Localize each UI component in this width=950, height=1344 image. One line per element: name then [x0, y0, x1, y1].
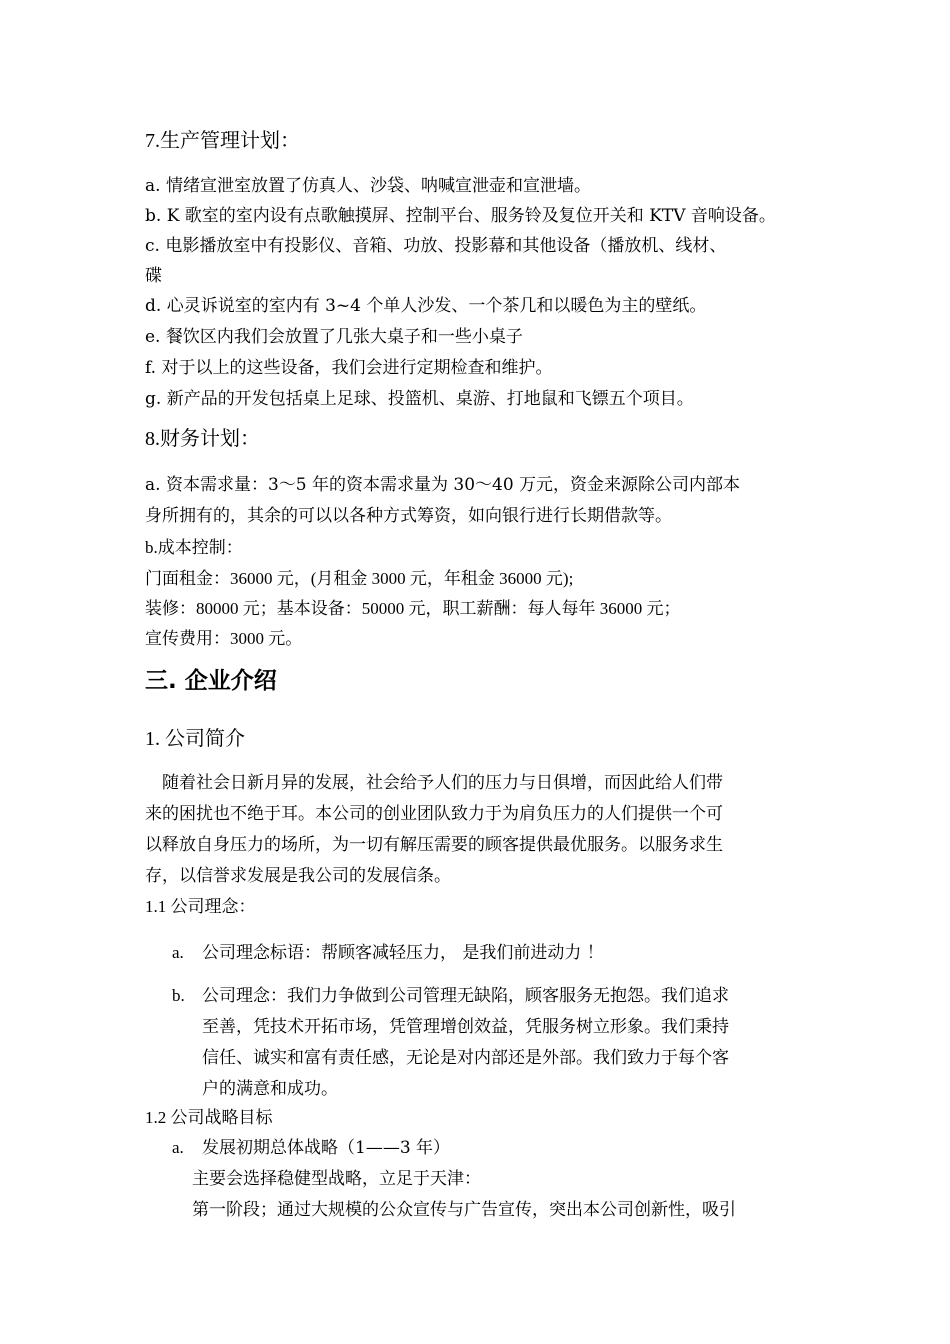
strategy-line: 主要会选择稳健型战略，立足于天津：	[192, 1169, 481, 1189]
intro-paragraph-line: 来的困扰也不绝于耳。本公司的创业团队致力于为肩负压力的人们提供一个可	[145, 804, 723, 824]
strategy-line: 第一阶段；通过大规模的公众宣传与广告宣传，突出本公司创新性，吸引	[192, 1200, 736, 1220]
intro-paragraph-line: 随着社会日新月异的发展，社会给予人们的压力与日俱增，而因此给人们带	[162, 773, 723, 793]
list-marker: a.	[172, 943, 184, 962]
finance-line: b.成本控制：	[145, 538, 243, 557]
production-item: g. 新产品的开发包括桌上足球、投篮机、桌游、打地鼠和飞镖五个项目。	[145, 389, 694, 409]
section-heading: 三. 企业介绍	[145, 668, 277, 694]
production-item: 碟	[145, 266, 162, 286]
list-marker: a.	[172, 1138, 184, 1157]
production-item: e. 餐饮区内我们会放置了几张大桌子和一些小桌子	[145, 327, 523, 347]
philosophy-item-line: 信任、诚实和富有责任感，无论是对内部还是外部。我们致力于每个客	[202, 1048, 729, 1068]
finance-line: 宣传费用：3000 元。	[145, 629, 303, 648]
strategy-heading: 1.2 公司战略目标	[145, 1108, 273, 1127]
philosophy-item-line: 户的满意和成功。	[202, 1079, 338, 1099]
production-item: c. 电影播放室中有投影仪、音箱、功放、投影幕和其他设备（播放机、线材、	[145, 236, 727, 256]
philosophy-heading: 1.1 公司理念：	[145, 897, 256, 916]
production-item: f. 对于以上的这些设备，我们会进行定期检查和维护。	[145, 358, 553, 378]
finance-line: 装修：80000 元；基本设备：50000 元，职工薪酬：每人每年 36000 元；	[145, 599, 681, 618]
production-item: b. K 歌室的室内设有点歌触摸屏、控制平台、服务铃及复位开关和 KTV 音响设备。	[145, 206, 776, 226]
list-marker: b.	[172, 986, 185, 1005]
slogan-item: 公司理念标语：帮顾客减轻压力， 是我们前进动力 ！	[202, 943, 604, 963]
finance-plan-heading: 8.财务计划：	[145, 428, 260, 450]
intro-paragraph-line: 存，以信誉求发展是我公司的发展信条。	[145, 866, 451, 886]
subsection-heading: 1. 公司简介	[145, 728, 245, 750]
finance-line: a. 资本需求量：3～5 年的资本需求量为 30～40 万元，资金来源除公司内部本	[145, 475, 741, 495]
production-item: d. 心灵诉说室的室内有 3~4 个单人沙发、一个茶几和以暖色为主的壁纸。	[145, 296, 707, 316]
philosophy-item-line: 公司理念：我们力争做到公司管理无缺陷，顾客服务无抱怨。我们追求	[202, 986, 729, 1006]
intro-paragraph-line: 以释放自身压力的场所，为一切有解压需要的顾客提供最优服务。以服务求生	[145, 835, 723, 855]
production-item: a. 情绪宣泄室放置了仿真人、沙袋、呐喊宣泄壶和宣泄墙。	[145, 176, 591, 196]
philosophy-item-line: 至善，凭技术开拓市场，凭管理增创效益，凭服务树立形象。我们秉持	[202, 1017, 729, 1037]
strategy-item: 发展初期总体战略（1——3 年）	[202, 1138, 451, 1158]
finance-line: 身所拥有的，其余的可以以各种方式筹资，如向银行进行长期借款等。	[145, 506, 672, 526]
finance-line: 门面租金：36000 元，(月租金 3000 元，年租金 36000 元);	[145, 569, 574, 588]
production-plan-heading: 7.生产管理计划：	[145, 130, 300, 152]
